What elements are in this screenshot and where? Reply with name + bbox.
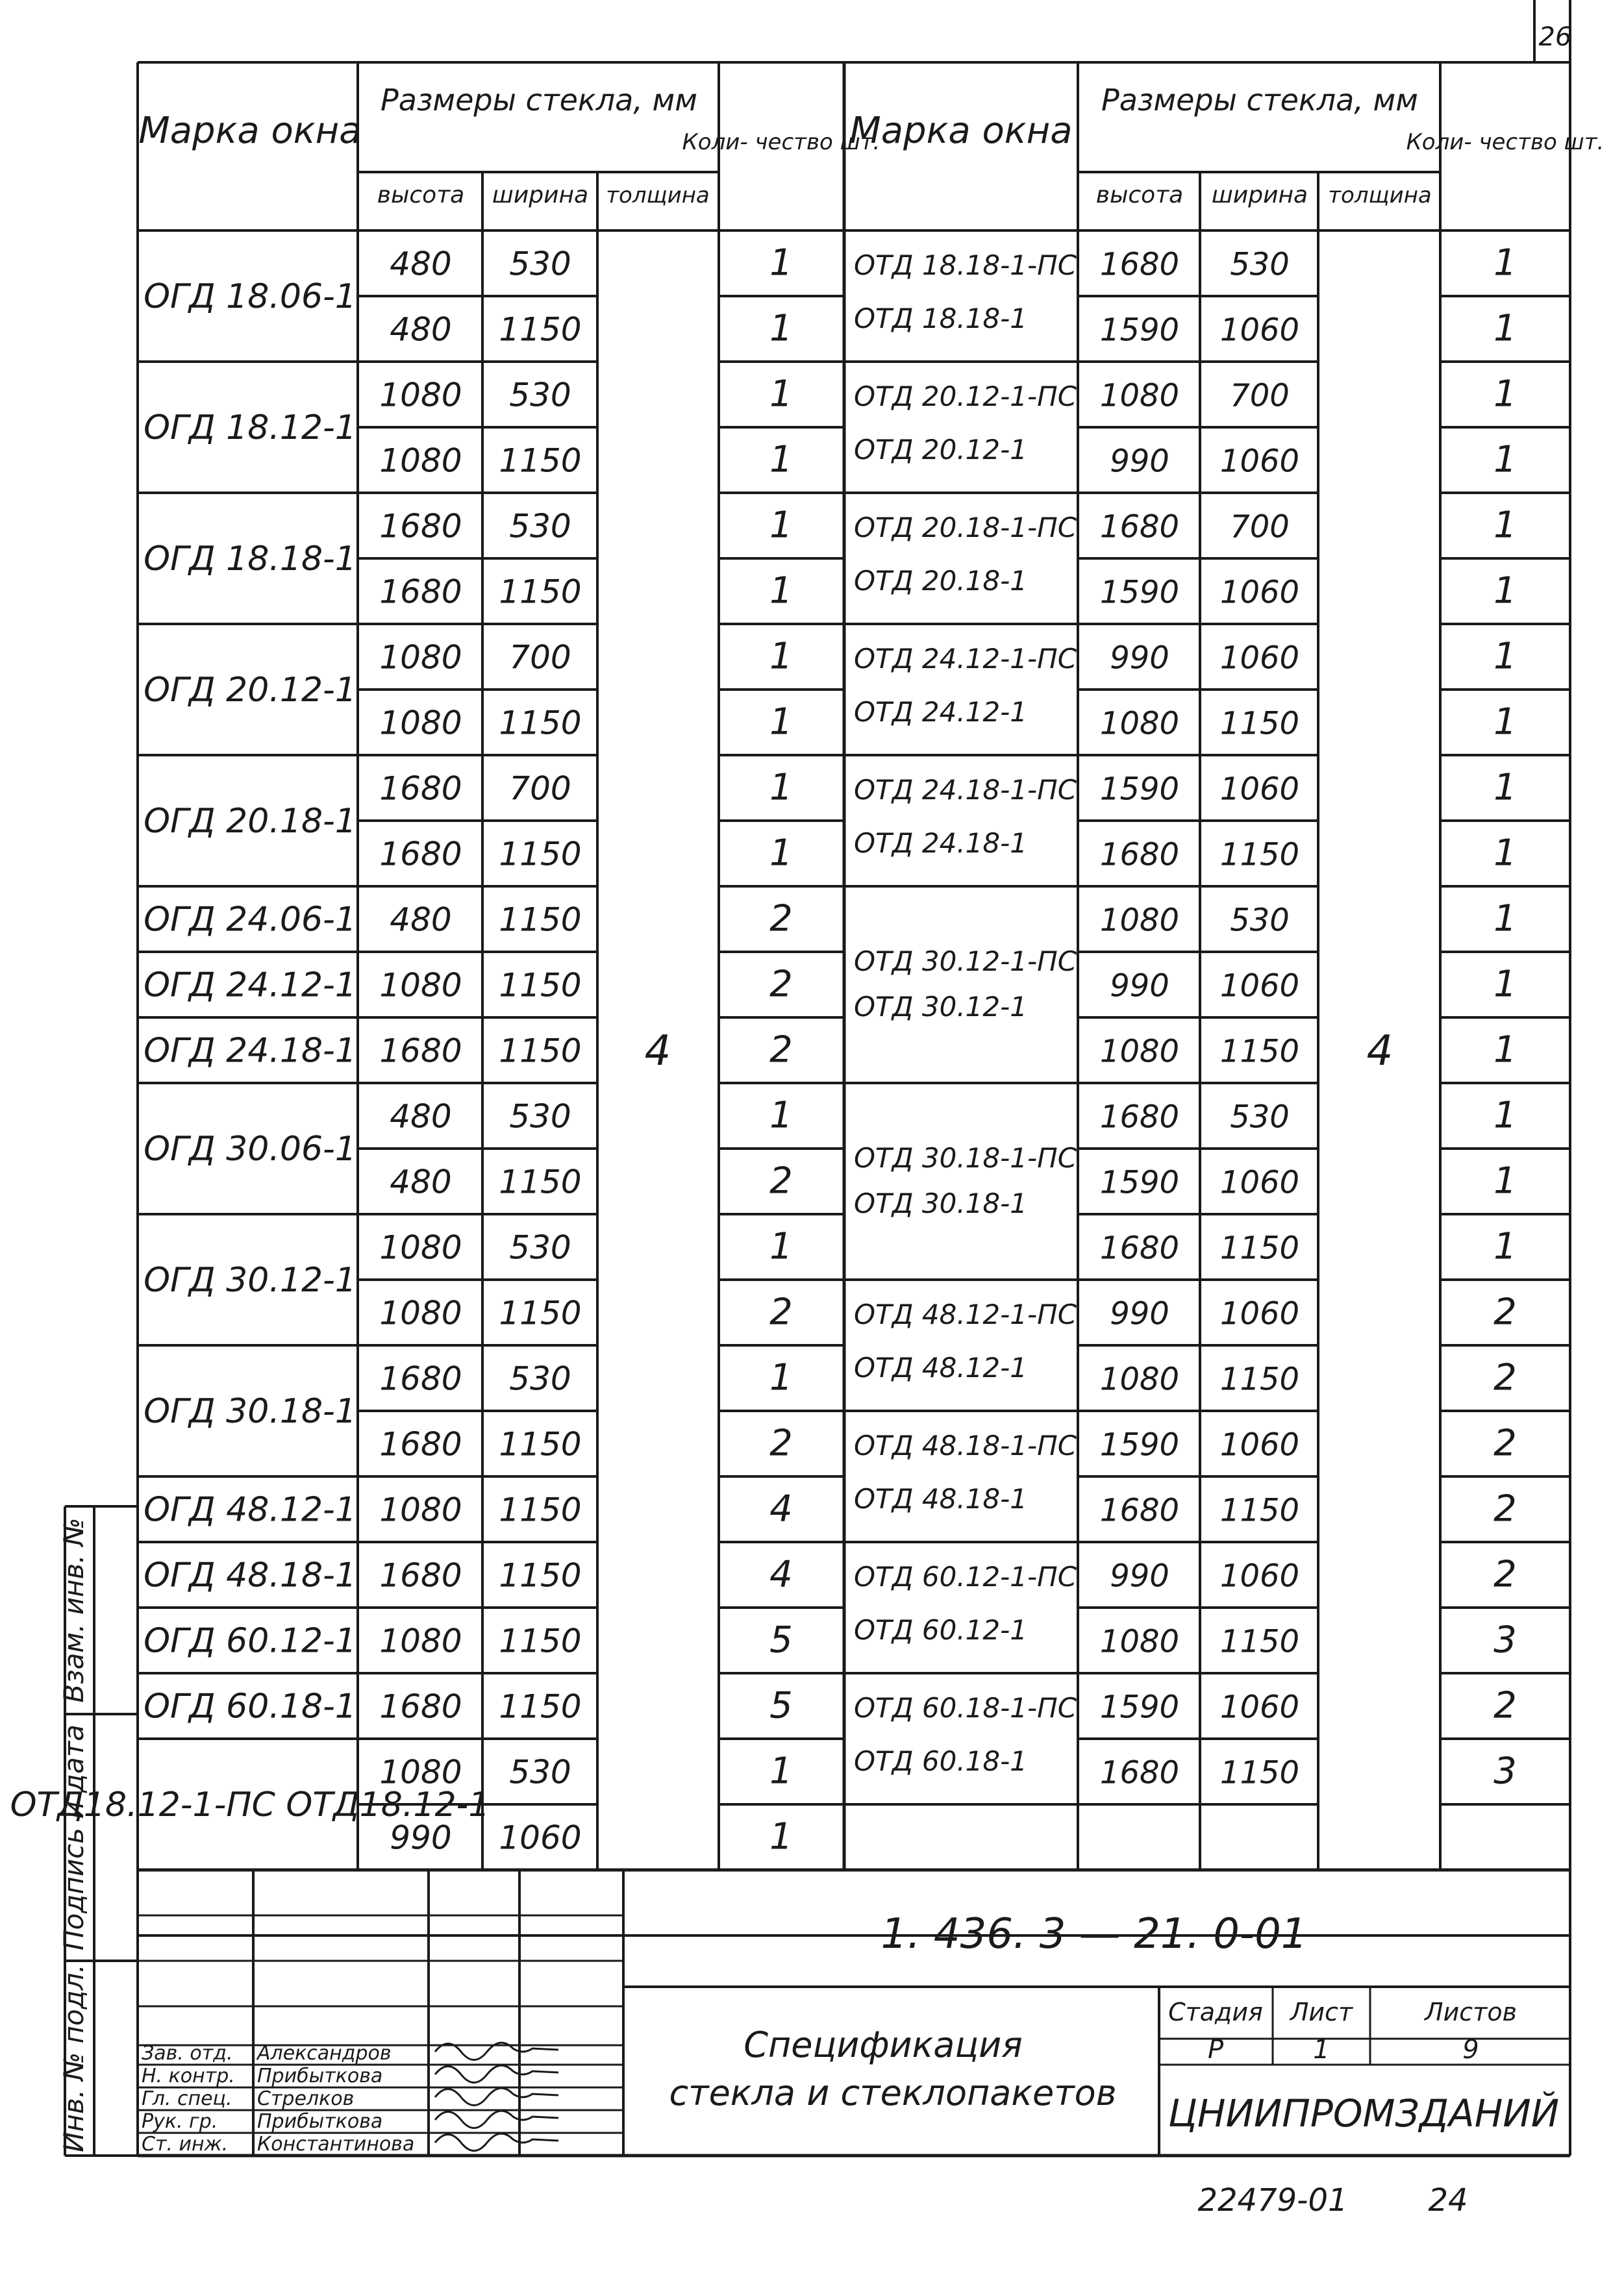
- left-qty-cell: 1: [769, 569, 793, 612]
- top-right-page-mark: 26: [1538, 22, 1572, 52]
- stamp-name-2: Стрелков: [257, 2087, 355, 2110]
- left-height-cell: 1080: [379, 442, 462, 480]
- left-qty-cell: 2: [769, 1160, 793, 1202]
- right-height-cell: 990: [1110, 1295, 1169, 1332]
- left-width-cell: 1150: [499, 901, 582, 939]
- left-width-cell: 1150: [499, 1294, 582, 1332]
- right-qty-cell: 1: [1493, 1160, 1517, 1202]
- left-qty-cell: 1: [769, 1094, 793, 1137]
- left-width-cell: 530: [509, 245, 571, 283]
- right-height-cell: 1080: [1099, 1623, 1180, 1660]
- right-mark-3-0: ОТД 24.12-1-ПС: [854, 643, 1077, 675]
- header-width-left: ширина: [492, 182, 589, 208]
- right-mark-8-1: ОТД 48.18-1: [854, 1483, 1027, 1515]
- right-mark-2-0: ОТД 20.18-1-ПС: [854, 512, 1077, 543]
- right-mark-2-1: ОТД 20.18-1: [854, 565, 1027, 597]
- right-qty-cell: 1: [1493, 373, 1517, 416]
- right-height-cell: 1680: [1099, 508, 1180, 545]
- right-height-cell: 1680: [1099, 1230, 1180, 1267]
- right-height-cell: 990: [1110, 967, 1169, 1004]
- right-height-cell: 1680: [1099, 1492, 1180, 1529]
- left-height-cell: 1080: [379, 966, 462, 1004]
- left-qty-cell: 1: [769, 504, 793, 547]
- left-width-cell: 530: [509, 1360, 571, 1398]
- right-width-cell: 1060: [1219, 1558, 1300, 1595]
- right-width-cell: 1150: [1219, 705, 1300, 742]
- side-label-inv: Инв. № подл.: [58, 1964, 90, 2152]
- right-width-cell: 530: [1230, 246, 1290, 283]
- left-qty-cell: 1: [769, 766, 793, 809]
- signature-scribble: [435, 2065, 558, 2082]
- left-qty-cell: 1: [769, 701, 793, 743]
- left-height-cell: 480: [390, 245, 452, 283]
- left-qty-cell: 4: [769, 1487, 793, 1530]
- header-sizes-left: Размеры стекла, мм: [381, 82, 697, 118]
- right-height-cell: 1590: [1099, 1164, 1180, 1201]
- right-mark-1-1: ОТД 20.12-1: [854, 434, 1027, 466]
- header-height-right: высота: [1095, 182, 1184, 208]
- right-mark-6-1: ОТД 30.18-1: [854, 1188, 1027, 1219]
- right-mark-5-1: ОТД 30.12-1: [854, 991, 1027, 1023]
- right-height-cell: 1680: [1099, 1754, 1180, 1791]
- side-label-podpis: Подпись и дата: [58, 1724, 90, 1950]
- right-height-cell: 1680: [1099, 836, 1180, 873]
- left-height-cell: 1080: [379, 1622, 462, 1660]
- left-height-cell: 480: [390, 1163, 452, 1201]
- header-width-right: ширина: [1211, 182, 1308, 208]
- left-qty-cell: 1: [769, 438, 793, 481]
- thickness-right: 4: [1366, 1027, 1393, 1075]
- left-height-cell: 1680: [379, 1425, 462, 1463]
- left-width-cell: 1150: [499, 1622, 582, 1660]
- left-height-cell: 1680: [379, 1687, 462, 1726]
- left-qty-cell: 1: [769, 1815, 793, 1858]
- thickness-left: 4: [644, 1027, 671, 1075]
- right-qty-cell: 1: [1493, 1225, 1517, 1268]
- left-qty-cell: 1: [769, 242, 793, 284]
- right-qty-cell: 1: [1493, 569, 1517, 612]
- signature-scribble: [435, 2088, 558, 2105]
- left-mark-13: ОГД 60.12-1: [144, 1621, 356, 1661]
- left-mark-8: ОГД 30.06-1: [144, 1130, 356, 1169]
- stamp-name-4: Константинова: [257, 2133, 415, 2156]
- right-mark-8-0: ОТД 48.18-1-ПС: [854, 1430, 1077, 1462]
- stage-label: Стадия: [1168, 1998, 1263, 2026]
- left-qty-cell: 5: [769, 1619, 793, 1661]
- stamp-name-0: Александров: [257, 2042, 392, 2065]
- left-mark-15: ОТД18.12-1-ПС ОТД18.12-1: [10, 1786, 490, 1824]
- right-width-cell: 1150: [1219, 1230, 1300, 1267]
- right-qty-cell: 1: [1493, 438, 1517, 481]
- left-height-cell: 1680: [379, 507, 462, 545]
- right-qty-cell: 1: [1493, 701, 1517, 743]
- left-mark-6: ОГД 24.12-1: [144, 965, 356, 1005]
- right-mark-3-1: ОТД 24.12-1: [854, 696, 1027, 728]
- header-sizes-right: Размеры стекла, мм: [1101, 82, 1418, 118]
- right-mark-10-0: ОТД 60.18-1-ПС: [854, 1692, 1077, 1724]
- stamp-role-2: Гл. спец.: [142, 2087, 232, 2110]
- right-qty-cell: 1: [1493, 307, 1517, 350]
- right-height-cell: 1590: [1099, 771, 1180, 808]
- stamp-name-1: Прибыткова: [257, 2065, 383, 2087]
- right-height-cell: 1680: [1099, 246, 1180, 283]
- left-width-cell: 1150: [499, 1425, 582, 1463]
- right-qty-cell: 1: [1493, 1028, 1517, 1071]
- right-width-cell: 1060: [1219, 1426, 1300, 1463]
- header-qty-left: Коли- чество шт.: [682, 129, 881, 155]
- left-qty-cell: 2: [769, 1291, 793, 1334]
- right-width-cell: 1150: [1219, 1361, 1300, 1398]
- right-qty-cell: 1: [1493, 1094, 1517, 1137]
- left-mark-14: ОГД 60.18-1: [144, 1687, 356, 1726]
- left-width-cell: 530: [509, 376, 571, 414]
- right-height-cell: 1680: [1099, 1099, 1180, 1136]
- organization-name: ЦНИИПРОМЗДАНИЙ: [1168, 2091, 1560, 2135]
- left-qty-cell: 5: [769, 1684, 793, 1727]
- left-height-cell: 990: [390, 1819, 452, 1857]
- right-height-cell: 1080: [1099, 902, 1180, 939]
- left-width-cell: 1150: [499, 1556, 582, 1595]
- right-width-cell: 530: [1230, 902, 1290, 939]
- left-height-cell: 480: [390, 310, 452, 349]
- right-qty-cell: 1: [1493, 635, 1517, 678]
- header-qty-right: Коли- чество шт.: [1406, 129, 1605, 155]
- left-height-cell: 1680: [379, 835, 462, 873]
- left-qty-cell: 2: [769, 963, 793, 1006]
- right-mark-4-0: ОТД 24.18-1-ПС: [854, 774, 1077, 806]
- left-height-cell: 1080: [379, 638, 462, 677]
- right-height-cell: 1080: [1099, 1361, 1180, 1398]
- right-height-cell: 990: [1110, 640, 1169, 677]
- left-width-cell: 1150: [499, 1032, 582, 1070]
- left-height-cell: 1080: [379, 1228, 462, 1267]
- sheet-label: Лист: [1290, 1998, 1353, 2026]
- left-mark-1: ОГД 18.12-1: [144, 408, 356, 447]
- right-qty-cell: 1: [1493, 504, 1517, 547]
- left-mark-3: ОГД 20.12-1: [144, 671, 356, 710]
- right-qty-cell: 2: [1493, 1356, 1517, 1399]
- left-height-cell: 1680: [379, 1556, 462, 1595]
- sheets-label: Листов: [1425, 1998, 1517, 2026]
- right-width-cell: 1150: [1219, 1492, 1300, 1529]
- stage-value: Р: [1207, 2035, 1224, 2065]
- stamp-role-3: Рук. гр.: [142, 2110, 218, 2133]
- left-width-cell: 530: [509, 1228, 571, 1267]
- left-mark-12: ОГД 48.18-1: [144, 1556, 356, 1595]
- right-mark-10-1: ОТД 60.18-1: [854, 1745, 1027, 1777]
- right-width-cell: 1060: [1219, 1295, 1300, 1332]
- left-width-cell: 1150: [499, 966, 582, 1004]
- left-mark-9: ОГД 30.12-1: [144, 1261, 356, 1300]
- header-thickness-right: толщина: [1328, 182, 1432, 208]
- right-width-cell: 1060: [1219, 574, 1300, 611]
- right-width-cell: 700: [1230, 508, 1290, 545]
- left-height-cell: 480: [390, 1097, 452, 1136]
- left-width-cell: 1150: [499, 442, 582, 480]
- left-height-cell: 480: [390, 901, 452, 939]
- left-mark-10: ОГД 30.18-1: [144, 1392, 356, 1431]
- right-qty-cell: 2: [1493, 1684, 1517, 1727]
- right-qty-cell: 3: [1493, 1750, 1517, 1793]
- right-width-cell: 1150: [1219, 1033, 1300, 1070]
- right-mark-0-1: ОТД 18.18-1: [854, 303, 1027, 334]
- side-label-vzam: Взам. инв. №: [58, 1517, 90, 1703]
- left-width-cell: 700: [509, 638, 571, 677]
- left-mark-5: ОГД 24.06-1: [144, 900, 356, 940]
- right-height-cell: 990: [1110, 1558, 1169, 1595]
- left-height-cell: 1080: [379, 1753, 462, 1791]
- right-mark-4-1: ОТД 24.18-1: [854, 827, 1027, 859]
- left-qty-cell: 2: [769, 1422, 793, 1465]
- sheets-value: 9: [1462, 2035, 1479, 2065]
- right-mark-7-0: ОТД 48.12-1-ПС: [854, 1299, 1077, 1330]
- left-qty-cell: 1: [769, 635, 793, 678]
- document-code: 1. 436. 3 — 21. 0-01: [881, 1910, 1308, 1958]
- left-mark-0: ОГД 18.06-1: [144, 277, 356, 316]
- left-width-cell: 530: [509, 1097, 571, 1136]
- left-width-cell: 1150: [499, 1491, 582, 1529]
- left-qty-cell: 2: [769, 897, 793, 940]
- right-qty-cell: 2: [1493, 1487, 1517, 1530]
- drawing-title-2: стекла и стеклопакетов: [669, 2072, 1117, 2113]
- right-width-cell: 700: [1230, 377, 1290, 414]
- left-qty-cell: 2: [769, 1028, 793, 1071]
- left-height-cell: 1680: [379, 769, 462, 808]
- right-width-cell: 1060: [1219, 312, 1300, 349]
- right-height-cell: 1590: [1099, 1426, 1180, 1463]
- left-height-cell: 1080: [379, 1294, 462, 1332]
- right-mark-6-0: ОТД 30.18-1-ПС: [854, 1142, 1077, 1174]
- header-mark-right: Марка окна: [849, 110, 1073, 152]
- right-qty-cell: 2: [1493, 1291, 1517, 1334]
- stamp-name-3: Прибыткова: [257, 2110, 383, 2133]
- right-mark-9-1: ОТД 60.12-1: [854, 1614, 1027, 1646]
- left-height-cell: 1680: [379, 573, 462, 611]
- header-thickness-left: толщина: [606, 182, 710, 208]
- archive-page: 24: [1428, 2182, 1468, 2219]
- left-height-cell: 1080: [379, 1491, 462, 1529]
- left-width-cell: 1150: [499, 573, 582, 611]
- right-height-cell: 1590: [1099, 312, 1180, 349]
- left-width-cell: 1150: [499, 835, 582, 873]
- right-width-cell: 1060: [1219, 443, 1300, 480]
- stamp-role-1: Н. контр.: [142, 2065, 235, 2087]
- left-width-cell: 1150: [499, 310, 582, 349]
- left-mark-7: ОГД 24.18-1: [144, 1031, 356, 1071]
- right-mark-0-0: ОТД 18.18-1-ПС: [854, 249, 1077, 281]
- right-mark-1-0: ОТД 20.12-1-ПС: [854, 380, 1077, 412]
- right-width-cell: 1060: [1219, 771, 1300, 808]
- right-qty-cell: 1: [1493, 963, 1517, 1006]
- right-mark-7-1: ОТД 48.12-1: [854, 1352, 1027, 1384]
- stamp-role-4: Ст. инж.: [142, 2133, 229, 2156]
- right-qty-cell: 1: [1493, 242, 1517, 284]
- right-height-cell: 1080: [1099, 377, 1180, 414]
- left-qty-cell: 1: [769, 1225, 793, 1268]
- left-width-cell: 530: [509, 1753, 571, 1791]
- stamp-role-0: Зав. отд.: [142, 2042, 233, 2065]
- right-height-cell: 1080: [1099, 705, 1180, 742]
- right-height-cell: 1590: [1099, 1689, 1180, 1726]
- right-mark-5-0: ОТД 30.12-1-ПС: [854, 945, 1077, 977]
- left-mark-4: ОГД 20.18-1: [144, 802, 356, 841]
- left-width-cell: 1150: [499, 704, 582, 742]
- left-mark-2: ОГД 18.18-1: [144, 540, 356, 579]
- left-height-cell: 1080: [379, 704, 462, 742]
- header-height-left: высота: [377, 182, 465, 208]
- left-width-cell: 1060: [499, 1819, 582, 1857]
- right-qty-cell: 1: [1493, 897, 1517, 940]
- right-width-cell: 1150: [1219, 1623, 1300, 1660]
- signature-scribble: [435, 2134, 558, 2150]
- right-qty-cell: 1: [1493, 832, 1517, 875]
- left-qty-cell: 4: [769, 1553, 793, 1596]
- right-height-cell: 1590: [1099, 574, 1180, 611]
- right-width-cell: 1060: [1219, 1689, 1300, 1726]
- signature-scribble: [435, 2111, 558, 2128]
- left-width-cell: 1150: [499, 1163, 582, 1201]
- right-qty-cell: 2: [1493, 1553, 1517, 1596]
- right-width-cell: 1150: [1219, 836, 1300, 873]
- right-height-cell: 1080: [1099, 1033, 1180, 1070]
- right-height-cell: 990: [1110, 443, 1169, 480]
- left-height-cell: 1080: [379, 376, 462, 414]
- right-width-cell: 1060: [1219, 967, 1300, 1004]
- left-qty-cell: 1: [769, 1750, 793, 1793]
- drawing-title-1: Спецификация: [743, 2024, 1023, 2065]
- left-qty-cell: 1: [769, 307, 793, 350]
- archive-number: 22479-01: [1197, 2182, 1348, 2219]
- left-width-cell: 1150: [499, 1687, 582, 1726]
- right-mark-9-0: ОТД 60.12-1-ПС: [854, 1561, 1077, 1593]
- sheet-value: 1: [1313, 2035, 1330, 2065]
- left-height-cell: 1680: [379, 1032, 462, 1070]
- right-width-cell: 530: [1230, 1099, 1290, 1136]
- right-width-cell: 1150: [1219, 1754, 1300, 1791]
- left-qty-cell: 1: [769, 1356, 793, 1399]
- right-qty-cell: 1: [1493, 766, 1517, 809]
- right-width-cell: 1060: [1219, 1164, 1300, 1201]
- left-width-cell: 530: [509, 507, 571, 545]
- right-qty-cell: 3: [1493, 1619, 1517, 1661]
- header-mark-left: Марка окна: [138, 110, 362, 152]
- left-width-cell: 700: [509, 769, 571, 808]
- left-qty-cell: 1: [769, 832, 793, 875]
- right-qty-cell: 2: [1493, 1422, 1517, 1465]
- left-mark-11: ОГД 48.12-1: [144, 1490, 356, 1530]
- left-qty-cell: 1: [769, 373, 793, 416]
- right-width-cell: 1060: [1219, 640, 1300, 677]
- left-height-cell: 1680: [379, 1360, 462, 1398]
